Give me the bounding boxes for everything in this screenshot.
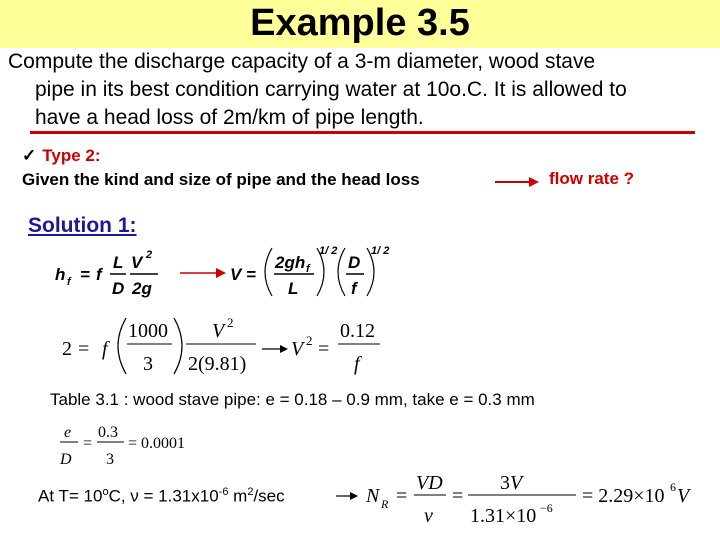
svg-text:0.3: 0.3	[98, 424, 118, 441]
velocity-equation	[230, 245, 389, 298]
temperature-viscosity	[38, 486, 285, 507]
svg-text:f: f	[102, 338, 108, 360]
temp-mid: C, ν = 1.31x10	[108, 486, 219, 506]
svg-text:N: N	[366, 485, 380, 507]
svg-text:2: 2	[306, 333, 313, 348]
svg-text:= 2.29×10: = 2.29×10	[582, 485, 665, 507]
temp-unit: m	[228, 486, 248, 506]
svg-text:D: D	[60, 451, 72, 468]
svg-text:2: 2	[146, 249, 153, 261]
svg-text:3: 3	[143, 353, 153, 375]
relative-roughness-equation	[59, 424, 185, 468]
svg-text:f: f	[306, 263, 310, 275]
svg-text:V: V	[131, 253, 143, 272]
svg-text:h: h	[55, 265, 66, 284]
svg-text:e: e	[64, 424, 72, 441]
svg-text:6: 6	[670, 480, 676, 494]
svg-text:=: =	[78, 338, 90, 360]
temp-prefix: At T= 10	[38, 486, 103, 506]
svg-text:f: f	[354, 353, 360, 375]
svg-text:L: L	[288, 279, 299, 298]
svg-text:=: =	[452, 485, 464, 507]
svg-text:=: =	[246, 265, 256, 284]
svg-text:=: =	[80, 265, 90, 284]
svg-text:3V: 3V	[500, 472, 523, 494]
svg-text:VD: VD	[416, 472, 443, 494]
problem-line-1: Compute the discharge capacity of a 3-m diameter, wood stave	[8, 50, 596, 73]
unit-sup: 2	[247, 486, 254, 498]
type-label: Type 2:	[42, 146, 101, 165]
problem-line-2: pipe in its best condition carrying water at 10o.C. It is allowed to	[35, 78, 627, 101]
flow-rate-text: flow rate ?	[549, 169, 635, 188]
svg-text:1/ 2: 1/ 2	[371, 245, 390, 257]
svg-text:V: V	[677, 485, 690, 507]
svg-text:D: D	[112, 279, 125, 298]
svg-text:0.12: 0.12	[340, 320, 375, 342]
darcy-equation	[55, 249, 158, 298]
svg-text:f: f	[67, 276, 71, 288]
svg-text:= 0.0001: = 0.0001	[128, 435, 186, 452]
svg-text:=: =	[318, 338, 330, 360]
svg-text:R: R	[381, 497, 389, 511]
svg-text:D: D	[348, 253, 361, 272]
temp-suffix: /sec	[253, 486, 285, 506]
reynolds-equation	[336, 472, 692, 527]
svg-text:1000: 1000	[128, 320, 168, 342]
svg-text:−6: −6	[540, 501, 553, 515]
svg-text:2: 2	[227, 315, 234, 330]
svg-text:1.31×10: 1.31×10	[470, 505, 537, 527]
svg-text:V: V	[230, 265, 242, 284]
table-note: Table 3.1 : wood stave pipe: e = 0.18 – 0.9 mm, take e = 0.3 mm	[50, 390, 535, 409]
svg-text:f: f	[351, 279, 357, 298]
degree-sup: o	[102, 486, 109, 498]
problem-line-3: have a head loss of 2m/km of pipe length.	[35, 106, 424, 129]
svg-text:1/ 2: 1/ 2	[319, 245, 338, 257]
slide-title: Example 3.5	[250, 2, 470, 44]
svg-text:L: L	[113, 253, 124, 272]
svg-text:2g: 2g	[132, 279, 152, 298]
check-icon: ✓	[22, 146, 37, 165]
svg-text:2: 2	[62, 338, 72, 360]
svg-text:2(9.81): 2(9.81)	[188, 353, 247, 375]
svg-text:V: V	[212, 320, 225, 342]
svg-text:=: =	[83, 435, 93, 452]
solution-heading: Solution 1:	[28, 214, 137, 237]
exp-sup: -6	[218, 486, 229, 498]
given-text: Given the kind and size of pipe and the head loss	[22, 170, 420, 189]
substitution-equation	[62, 315, 380, 375]
svg-text:ν: ν	[424, 505, 433, 527]
svg-text:3: 3	[106, 451, 114, 468]
svg-text:=: =	[396, 485, 408, 507]
svg-text:f: f	[96, 265, 102, 284]
svg-text:2gh: 2gh	[275, 253, 306, 272]
svg-text:V: V	[291, 338, 304, 360]
